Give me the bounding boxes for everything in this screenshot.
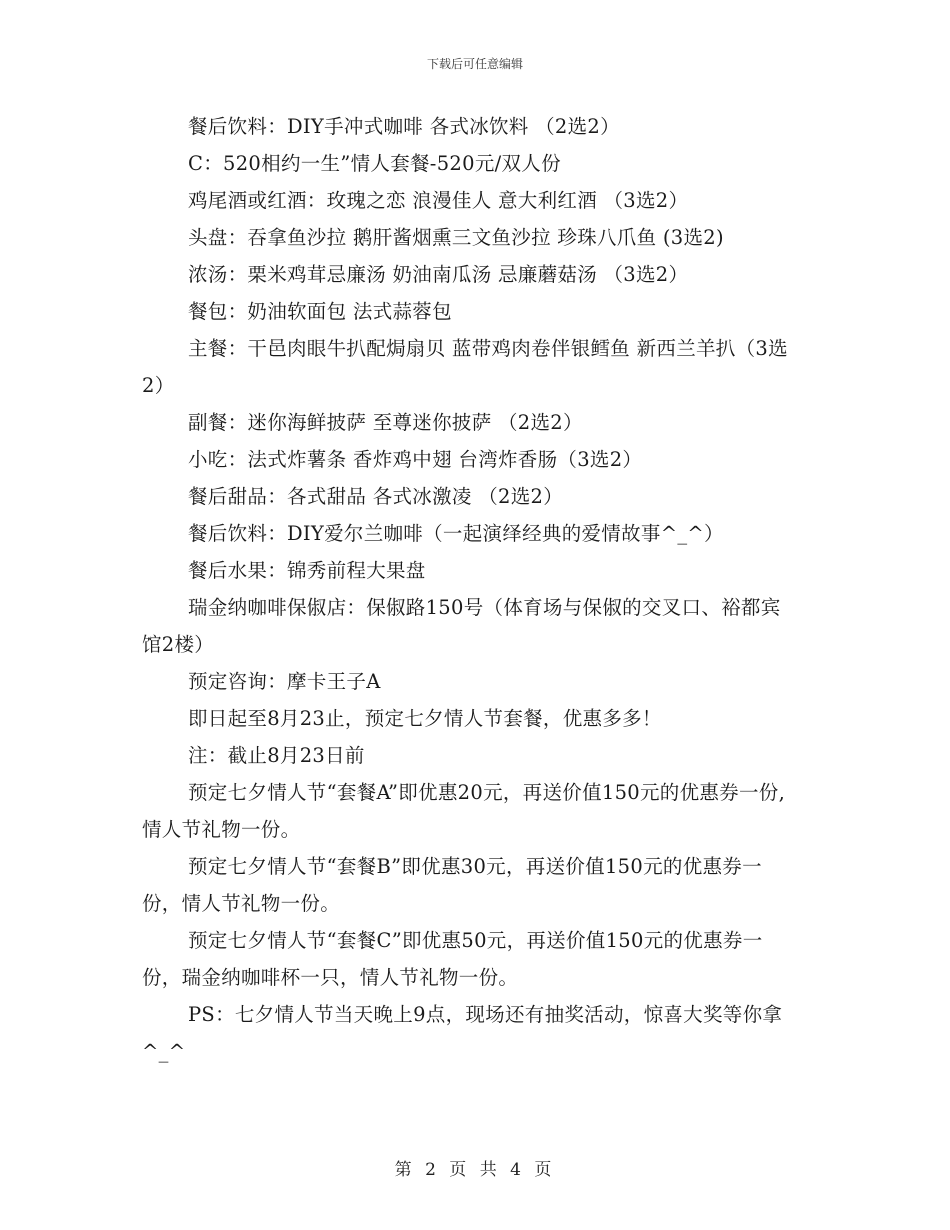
paragraph: 预定七夕情人节“套餐C”即优惠50元，再送价值150元的优惠券一份，瑞金纳咖啡杯一只，情人节礼物一份。 xyxy=(142,929,763,989)
paragraph: 预定七夕情人节“套餐A”即优惠20元，再送价值150元的优惠券一份,情人节礼物一份。 xyxy=(142,781,786,841)
paragraph: 浓汤：栗米鸡茸忌廉汤 奶油南瓜汤 忌廉蘑菇汤 （3选2） xyxy=(188,263,689,286)
paragraph: 餐后饮料：DIY手冲式咖啡 各式冰饮料 （2选2） xyxy=(188,115,620,138)
paragraph: 餐后水果：锦秀前程大果盘 xyxy=(188,559,426,582)
paragraph: 主餐：干邑肉眼牛扒配焗扇贝 蓝带鸡肉卷伴银鳕鱼 新西兰羊扒（3选2） xyxy=(142,337,788,397)
paragraph: 鸡尾酒或红酒：玫瑰之恋 浪漫佳人 意大利红酒 （3选2） xyxy=(188,189,689,212)
paragraph: 预定七夕情人节“套餐B”即优惠30元，再送价值150元的优惠券一份，情人节礼物一份。 xyxy=(142,855,762,915)
paragraph: C：520相约一生”情人套餐-520元/双人份 xyxy=(188,152,561,175)
paragraph: 注：截止8月23日前 xyxy=(188,744,365,767)
document-body xyxy=(142,108,798,1070)
paragraph: 小吃：法式炸薯条 香炸鸡中翅 台湾炸香肠（3选2） xyxy=(188,448,643,471)
page-number: 第 2 页 共 4 页 xyxy=(394,1160,556,1180)
page-header: 下载后可任意编辑 xyxy=(426,57,523,71)
paragraph: 副餐：迷你海鲜披萨 至尊迷你披萨 （2选2） xyxy=(188,411,583,434)
paragraph: 瑞金纳咖啡保俶店：保俶路150号（体育场与保俶的交叉口、裕都宾馆2楼） xyxy=(142,596,781,656)
paragraph: 预定咨询：摩卡王子A xyxy=(188,670,381,693)
paragraph: 餐后饮料：DIY爱尔兰咖啡（一起演绎经典的爱情故事^_^） xyxy=(188,522,724,545)
paragraph: 餐包：奶油软面包 法式蒜蓉包 xyxy=(188,300,452,323)
paragraph: 即日起至8月23止，预定七夕情人节套餐，优惠多多！ xyxy=(188,707,662,730)
paragraph: 头盘：吞拿鱼沙拉 鹅肝酱烟熏三文鱼沙拉 珍珠八爪鱼 (3选2) xyxy=(188,226,724,249)
paragraph: PS：七夕情人节当天晚上9点，现场还有抽奖活动，惊喜大奖等你拿^_^ xyxy=(142,1003,783,1063)
paragraph: 餐后甜品：各式甜品 各式冰激凌 （2选2） xyxy=(188,485,564,508)
